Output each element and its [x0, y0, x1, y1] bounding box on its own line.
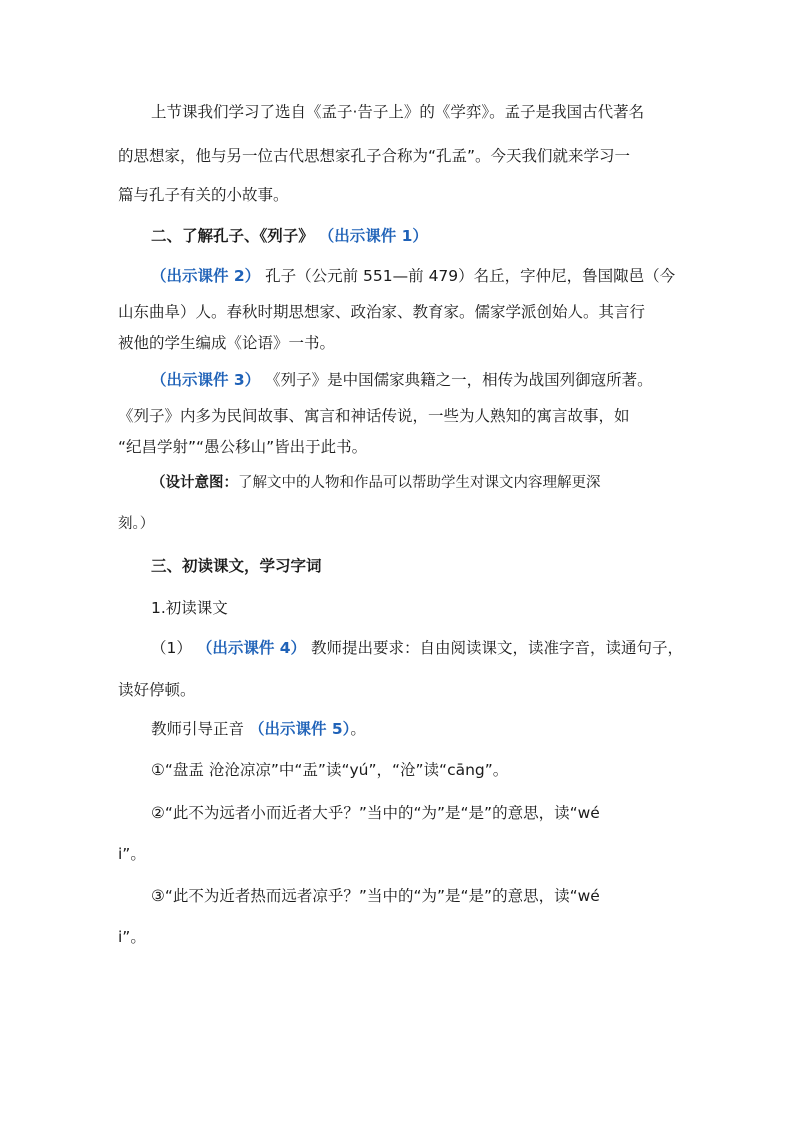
- pronunciation-2-line-2: i”。: [118, 845, 146, 863]
- slide-ref-2: （出示课件 2）: [151, 267, 261, 285]
- intro-line-1: 上节课我们学习了选自《孟子·告子上》的《学弈》。孟子是我国古代著名: [151, 103, 645, 121]
- design-note-label: （设计意图：: [151, 474, 238, 491]
- liezi-line-2: 《列子》内多为民间故事、寓言和神话传说，一些为人熟知的寓言故事，如: [118, 407, 630, 425]
- liezi-line-1: [151, 370, 653, 390]
- pronunciation-3-line-1: ③“此不为近者热而远者凉乎？”当中的“为”是“是”的意思，读“wé: [151, 887, 600, 905]
- section-3-title: 三、初读课文，学习字词: [151, 557, 322, 575]
- confucius-line-3: 被他的学生编成《论语》一书。: [118, 334, 336, 352]
- liezi-line-1-text: 《列子》是中国儒家典籍之一，相传为战国列御寇所著。: [265, 371, 653, 389]
- confucius-line-2: 山东曲阜）人。春秋时期思想家、政治家、教育家。儒家学派创始人。其言行: [118, 303, 646, 321]
- teacher-guide-line: [151, 719, 366, 739]
- pronunciation-1: ①“盘盂 沧沧凉凉”中“盂”读“yú”，“沧”读“cāng”。: [151, 761, 509, 779]
- item-1-line-2: 读好停顿。: [118, 681, 196, 699]
- slide-ref-4: （出示课件 4）: [196, 639, 306, 657]
- teacher-guide-end: 。: [350, 720, 366, 738]
- item-1-line-1-text: 教师提出要求：自由阅读课文，读准字音，读通句子，: [310, 639, 683, 657]
- slide-ref-5: （出示课件 5）: [248, 720, 351, 738]
- section-2-heading: [151, 226, 428, 246]
- intro-line-3: 篇与孔子有关的小故事。: [118, 186, 289, 204]
- section-2-title: 二、了解孔子、《列子》: [151, 227, 314, 245]
- design-note-line-2: 刻。）: [118, 516, 155, 532]
- intro-line-2: 的思想家，他与另一位古代思想家孔子合称为“孔孟”。今天我们就来学习一: [118, 147, 631, 165]
- item-1-line-1: [151, 638, 683, 658]
- item-1-number: （1）: [151, 639, 192, 657]
- teacher-guide-text: 教师引导正音: [151, 720, 245, 738]
- confucius-line-1: [151, 266, 675, 286]
- subsection-1-title: 1.初读课文: [151, 599, 228, 617]
- slide-ref-1: （出示课件 1）: [318, 227, 428, 245]
- design-note-line-1-text: 了解文中的人物和作品可以帮助学生对课文内容理解更深: [238, 475, 601, 491]
- pronunciation-3-line-2: i”。: [118, 928, 146, 946]
- design-note-line-1: [151, 473, 601, 493]
- pronunciation-2-line-1: ②“此不为远者小而近者大乎？”当中的“为”是“是”的意思，读“wé: [151, 804, 600, 822]
- liezi-line-3: “纪昌学射”“愚公移山”皆出于此书。: [118, 438, 368, 456]
- slide-ref-3: （出示课件 3）: [151, 371, 261, 389]
- confucius-line-1-text: 孔子（公元前 551—前 479）名丘，字仲尼，鲁国陬邑（今: [265, 267, 676, 285]
